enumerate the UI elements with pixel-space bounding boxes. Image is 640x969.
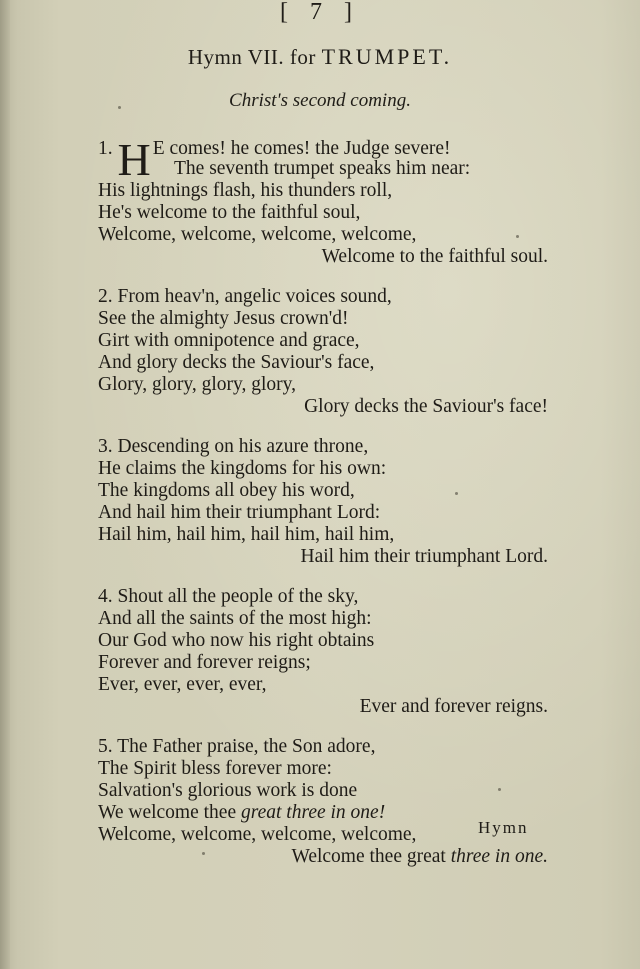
- stanza-line: [98, 134, 548, 185]
- stanza-line-text: E comes! he comes! the Judge severe!: [152, 138, 451, 159]
- stanza-refrain-text: Welcome thee great: [291, 846, 446, 867]
- stanza-line: Ever, ever, ever, ever,: [98, 674, 267, 695]
- stanza-line: The kingdoms all obey his word,: [98, 480, 355, 501]
- paper-speck: [202, 852, 205, 855]
- stanza-line: The seventh trumpet speaks him near:: [174, 158, 471, 179]
- catchword: Hymn: [478, 818, 529, 837]
- stanza-line: Welcome, welcome, welcome, welcome,: [98, 224, 417, 245]
- stanza-line: And all the saints of the most high:: [98, 608, 372, 629]
- stanza-4: [98, 586, 548, 718]
- stanza-number: 5.: [98, 736, 113, 757]
- stanza-line: He's welcome to the faithful soul,: [98, 202, 361, 223]
- stanza-line-text: Descending on his azure throne,: [117, 436, 369, 457]
- page-number: [ 7 ]: [280, 0, 360, 25]
- stanza-line: The Spirit bless forever more:: [98, 758, 332, 779]
- stanza-number: 2.: [98, 286, 113, 307]
- stanza-line-text: We welcome thee: [98, 802, 237, 823]
- stanza-line: [98, 586, 548, 608]
- hymn-title-instrument: TRUMPET.: [321, 44, 453, 69]
- drop-capital: H: [117, 134, 151, 185]
- stanza-refrain: [98, 846, 548, 868]
- stanza-number: 1.: [98, 138, 113, 159]
- stanza-line: Glory, glory, glory, glory,: [98, 374, 297, 395]
- stanza-line: His lightnings flash, his thunders roll,: [98, 180, 393, 201]
- stanza-line: And glory decks the Saviour's face,: [98, 352, 375, 373]
- stanza-2: [98, 286, 548, 418]
- page-binding-edge: [0, 0, 10, 969]
- stanza-line: And hail him their triumphant Lord:: [98, 502, 381, 523]
- stanza-number: 4.: [98, 586, 113, 607]
- stanza-line: See the almighty Jesus crown'd!: [98, 308, 349, 329]
- hymn-subtitle: Christ's second coming.: [229, 90, 411, 111]
- stanza-line: [98, 436, 548, 458]
- stanza-1: [98, 134, 548, 268]
- stanza-number: 3.: [98, 436, 113, 457]
- hymn-title-prefix: Hymn VII. for: [187, 45, 316, 69]
- stanza-refrain: Hail him their triumphant Lord.: [300, 546, 548, 567]
- stanza-refrain-italic: three in one.: [450, 846, 548, 867]
- stanza-line: Girt with omnipotence and grace,: [98, 330, 360, 351]
- stanza-line: [98, 736, 548, 758]
- paper-speck: [516, 235, 519, 238]
- stanza-line: Welcome, welcome, welcome, welcome,: [98, 824, 417, 845]
- stanza-line-text: The Father praise, the Son adore,: [117, 736, 376, 757]
- hymn-title: [0, 44, 640, 70]
- stanza-refrain: Glory decks the Saviour's face!: [304, 396, 548, 417]
- paper-speck: [455, 492, 458, 495]
- stanza-refrain: Welcome to the faithful soul.: [321, 246, 548, 267]
- stanza-line: Hail him, hail him, hail him, hail him,: [98, 524, 395, 545]
- paper-speck: [118, 106, 121, 109]
- stanza-refrain: Ever and forever reigns.: [359, 696, 548, 717]
- stanza-line-italic: great three in one!: [240, 802, 386, 823]
- stanza-line: Forever and forever reigns;: [98, 652, 311, 673]
- stanza-line: He claims the kingdoms for his own:: [98, 458, 387, 479]
- stanza-line-text: Shout all the people of the sky,: [117, 586, 359, 607]
- stanza-line: [98, 286, 548, 308]
- stanza-line: Our God who now his right obtains: [98, 630, 375, 651]
- stanza-line-text: From heav'n, angelic voices sound,: [117, 286, 392, 307]
- stanza-line: Salvation's glorious work is done: [98, 780, 358, 801]
- stanza-3: [98, 436, 548, 568]
- hymn-text: [98, 134, 548, 886]
- stanza-5: [98, 736, 548, 868]
- paper-speck: [498, 788, 501, 791]
